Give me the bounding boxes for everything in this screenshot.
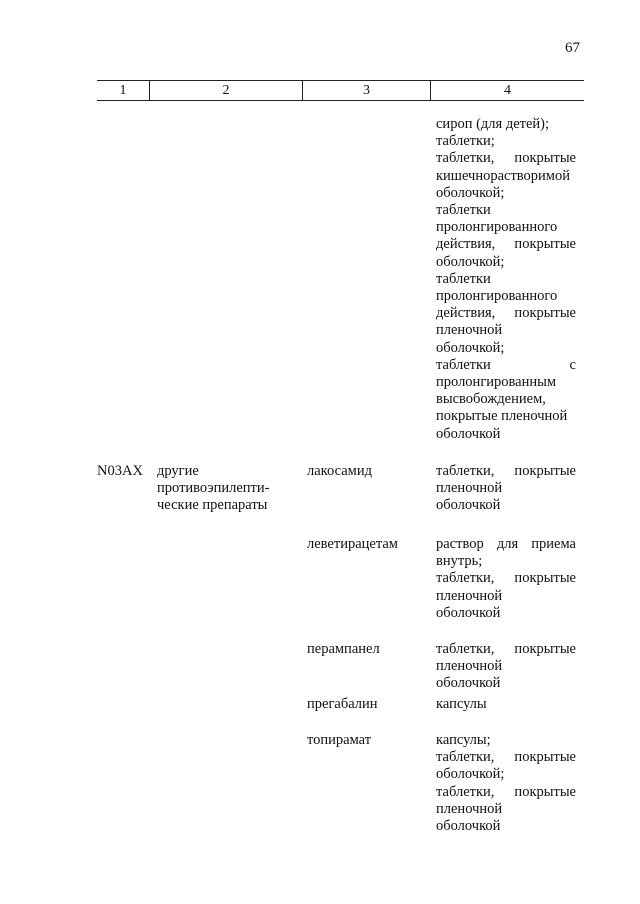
- form-line: таблетки: [436, 202, 491, 219]
- form-line: пленочной: [436, 658, 503, 675]
- drug-name-topiramate: топирамат: [307, 732, 372, 748]
- atc-group-name: [157, 463, 297, 515]
- header-cell-1: 1: [119, 82, 127, 98]
- form-line: пролонгированным: [436, 374, 557, 391]
- form-line: внутрь;: [436, 553, 483, 570]
- form-line: оболочкой: [436, 604, 501, 621]
- form-line: таблетки, покрытые: [436, 783, 576, 800]
- form-line: пленочной: [436, 480, 503, 497]
- group-name-line: ческие препараты: [157, 497, 268, 514]
- drug-name-perampanel: перампанел: [307, 641, 380, 657]
- continued-dosage-forms: [436, 116, 576, 443]
- form-line: таблетки, покрытые: [436, 463, 576, 479]
- form-line: высвобождением,: [436, 391, 546, 408]
- page-number: 67: [565, 40, 580, 56]
- dosage-forms-levetiracetam: [436, 536, 576, 622]
- form-line: кишечнорастворимой: [436, 167, 570, 184]
- form-line: действия, покрытые: [436, 236, 576, 253]
- header-cell-4: 4: [430, 81, 584, 100]
- form-line: оболочкой: [436, 675, 501, 692]
- form-line: таблетки с: [436, 356, 576, 373]
- form-line: таблетки: [436, 270, 491, 287]
- header-cell-2: 2: [149, 81, 302, 100]
- dosage-forms-perampanel: [436, 641, 576, 693]
- form-line: оболочкой;: [436, 184, 505, 201]
- form-line: таблетки, покрытые: [436, 570, 576, 587]
- form-line: оболочкой;: [436, 766, 505, 783]
- form-line: оболочкой;: [436, 253, 505, 270]
- drug-name-levetiracetam: леветирацетам: [307, 536, 398, 552]
- form-line: капсулы;: [436, 732, 491, 748]
- form-line: действия, покрытые: [436, 305, 576, 322]
- form-line: пленочной: [436, 800, 503, 817]
- dosage-forms-topiramate: [436, 732, 576, 835]
- group-name-line: противоэпилепти-: [157, 480, 270, 497]
- form-line: оболочкой: [436, 818, 501, 835]
- form-line: пленочной: [436, 322, 503, 339]
- form-line: сироп (для детей);: [436, 116, 550, 132]
- form-line: пленочной: [436, 587, 503, 604]
- form-line: таблетки, покрытые: [436, 641, 576, 657]
- group-name-line: другие: [157, 463, 199, 479]
- form-line: таблетки;: [436, 133, 495, 150]
- form-line: раствор для приема: [436, 536, 576, 552]
- form-line: пролонгированного: [436, 219, 558, 236]
- drug-name-lacosamide: лакосамид: [307, 463, 372, 479]
- form-line: таблетки, покрытые: [436, 150, 576, 167]
- form-line: покрытые пленочной: [436, 408, 568, 425]
- drug-name-pregabalin: прегабалин: [307, 696, 378, 712]
- header-cell-3: 3: [302, 81, 430, 100]
- atc-code: N03AX: [97, 463, 143, 479]
- form-line: пролонгированного: [436, 288, 558, 305]
- table-header-row: [97, 80, 584, 101]
- form-line: оболочкой;: [436, 339, 505, 356]
- form-line: капсулы: [436, 696, 487, 712]
- dosage-forms-pregabalin: [436, 696, 576, 713]
- form-line: оболочкой: [436, 497, 501, 514]
- form-line: оболочкой: [436, 425, 501, 442]
- form-line: таблетки, покрытые: [436, 749, 576, 766]
- dosage-forms-lacosamide: [436, 463, 576, 515]
